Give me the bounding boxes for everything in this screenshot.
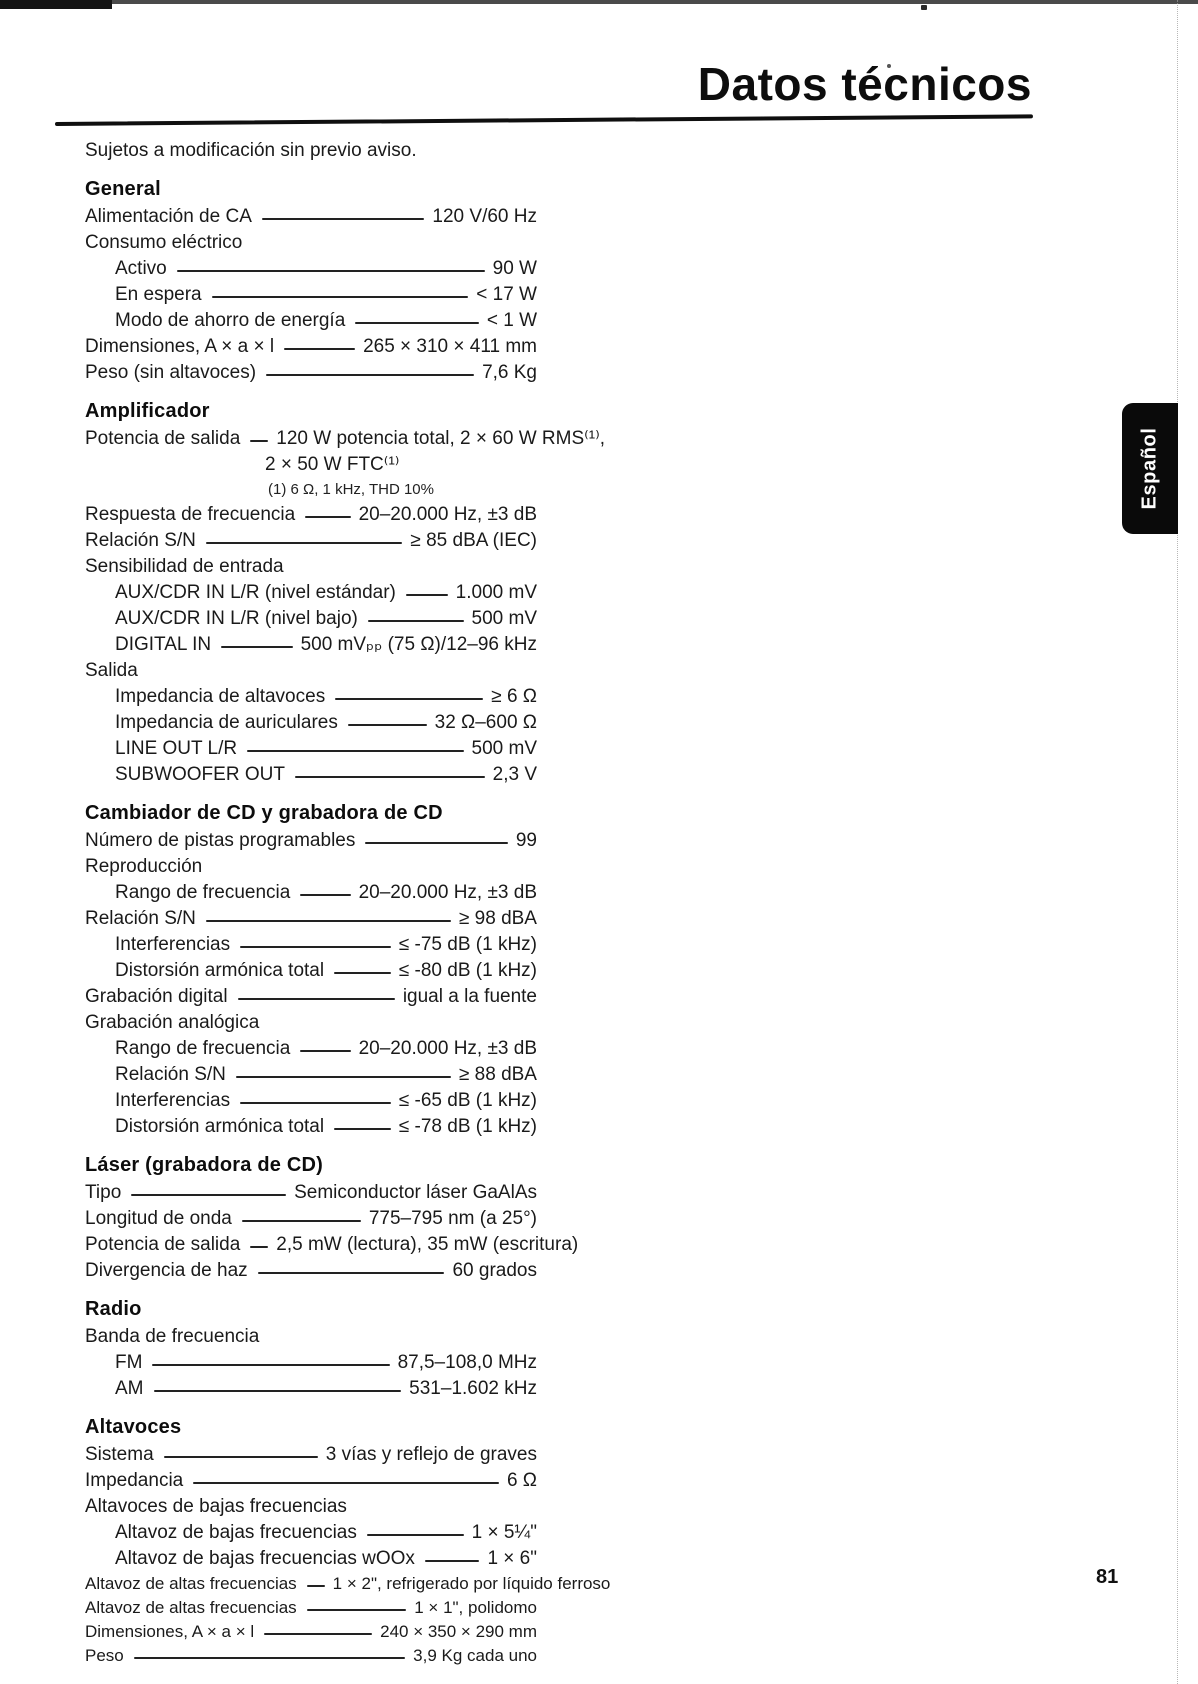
spec-row [85,1036,537,1062]
spec-label: Distorsión armónica total [115,1116,325,1137]
spec-value: 120 V/60 Hz [432,206,537,227]
spec-row [85,1376,537,1402]
spec-value: 500 mV [471,608,537,629]
spec-row [85,880,537,906]
spec-label: Banda de frecuencia [85,1326,260,1347]
spec-row [85,230,537,256]
spec-row [85,1442,537,1468]
spec-row [85,426,606,452]
language-tab-label: Español [1138,427,1161,510]
scan-artifact-top-strip [0,0,1198,4]
spec-row [85,1596,537,1620]
spec-label: Dimensiones, A × a × l [85,336,275,357]
spec-row [85,256,537,282]
spec-row [85,932,537,958]
spec-label: Altavoz de bajas frecuencias [115,1522,357,1543]
spec-row [85,308,537,334]
spec-value: 3 vías y reflejo de graves [325,1444,537,1465]
spec-label: Número de pistas programables [85,830,356,851]
spec-value: 500 mV [471,738,537,759]
section-heading: Amplificador [85,400,210,422]
spec-row [85,1062,537,1088]
dash-leader [131,1194,286,1196]
spec-label: Interferencias [115,934,231,955]
scan-page-edge-line [1177,0,1178,1684]
section-laser [85,1152,579,1284]
dash-leader [193,1482,499,1484]
spec-label: Activo [115,258,167,279]
spec-value: 99 [515,830,537,851]
spec-value: 265 × 310 × 411 mm [363,336,537,357]
spec-row [85,710,537,736]
spec-label: Altavoces de bajas frecuencias [85,1496,347,1517]
spec-row [85,828,537,854]
language-tab-espanol [1122,403,1178,534]
dash-leader [206,542,403,544]
spec-label: Impedancia de altavoces [115,686,326,707]
spec-row [85,204,537,230]
spec-value: 20–20.000 Hz, ±3 dB [358,504,537,525]
spec-value: ≤ -65 dB (1 kHz) [398,1090,537,1111]
section-general [85,176,537,386]
spec-value: 87,5–108,0 MHz [397,1352,537,1373]
dash-leader [266,374,474,376]
spec-label: Relación S/N [85,530,196,551]
page-number: 81 [1096,1566,1119,1588]
spec-row [85,1494,537,1520]
spec-row [85,282,537,308]
spec-label: Sensibilidad de entrada [85,556,284,577]
spec-value: 775–795 nm (a 25°) [368,1208,537,1229]
scan-speck [921,5,927,10]
dash-leader [152,1364,389,1366]
spec-label: Grabación analógica [85,1012,260,1033]
spec-value: 1 × 6" [487,1548,537,1569]
section-heading: Láser (grabadora de CD) [85,1154,323,1176]
spec-value: 20–20.000 Hz, ±3 dB [358,1038,537,1059]
dash-leader [238,998,395,1000]
dash-leader [212,296,469,298]
page-title: Datos técnicos [697,58,1032,110]
spec-value: 7,6 Kg [482,362,537,383]
spec-label: Longitud de onda [85,1208,232,1229]
spec-label: AUX/CDR IN L/R (nivel bajo) [115,608,358,629]
dash-leader [355,322,479,324]
spec-row [85,1088,537,1114]
spec-label: Dimensiones, A × a × l [85,1622,255,1641]
dash-leader [177,270,485,272]
spec-row [85,658,537,684]
spec-row [85,1232,579,1258]
spec-row [85,684,537,710]
dash-leader [334,972,391,974]
spec-row [85,1620,537,1644]
spec-row [85,958,537,984]
spec-row [85,632,537,658]
dash-leader [335,698,483,700]
spec-value: 20–20.000 Hz, ±3 dB [358,882,537,903]
spec-value: 1 × 2", refrigerado por líquido ferroso [332,1574,611,1593]
dash-leader [221,646,293,648]
spec-value: 60 grados [452,1260,537,1281]
spec-label: Grabación digital [85,986,228,1007]
spec-row [85,1468,537,1494]
dash-leader [300,1050,350,1052]
spec-value: 531–1.602 kHz [409,1378,537,1399]
spec-value: ≥ 98 dBA [458,908,537,929]
spec-row [85,360,537,386]
spec-label: Altavoz de altas frecuencias [85,1598,297,1617]
spec-label: Peso [85,1646,124,1665]
spec-value: 2 × 50 W FTC⁽¹⁾ [265,454,400,475]
spec-label: Respuesta de frecuencia [85,504,296,525]
dash-leader [305,516,350,518]
dash-leader [334,1128,391,1130]
spec-label: LINE OUT L/R [115,738,238,759]
spec-row [85,1010,537,1036]
spec-label: Salida [85,660,138,681]
spec-value: 32 Ω–600 Ω [434,712,537,733]
spec-value: 2,5 mW (lectura), 35 mW (escritura) [276,1234,579,1255]
spec-value: 1.000 mV [455,582,537,603]
dash-leader [236,1076,451,1078]
spec-label: Reproducción [85,856,203,877]
spec-label: Modo de ahorro de energía [115,310,346,331]
dash-leader [164,1456,318,1458]
spec-row [85,1644,537,1668]
spec-label: En espera [115,284,202,305]
spec-label: Distorsión armónica total [115,960,325,981]
spec-row [85,1114,537,1140]
spec-label: Interferencias [115,1090,231,1111]
dash-leader [262,218,425,220]
spec-label: Potencia de salida [85,1234,241,1255]
dash-leader [240,946,391,948]
section-cambiador-cd [85,800,537,1140]
spec-label: Impedancia de auriculares [115,712,338,733]
spec-row [85,906,537,932]
spec-row [85,478,537,502]
spec-value: 120 W potencia total, 2 × 60 W RMS⁽¹⁾, [276,428,606,449]
spec-value: 3,9 Kg cada uno [413,1646,537,1665]
dash-leader [206,920,451,922]
spec-label: SUBWOOFER OUT [115,764,285,785]
spec-value: 90 W [492,258,537,279]
spec-label: Potencia de salida [85,428,241,449]
dash-leader [134,1657,405,1659]
dash-leader [365,842,508,844]
spec-row [85,1180,537,1206]
spec-value: Semiconductor láser GaAlAs [294,1182,537,1203]
spec-value: ≥ 88 dBA [458,1064,537,1085]
section-altavoces [85,1414,611,1668]
dash-leader [258,1272,445,1274]
spec-label: Divergencia de haz [85,1260,248,1281]
title-rule [55,114,1033,126]
spec-value: < 17 W [476,284,537,305]
scan-artifact-top-left [0,0,112,9]
spec-row [85,984,537,1010]
spec-label: FM [115,1352,143,1373]
spec-row [85,1520,537,1546]
spec-label: AUX/CDR IN L/R (nivel estándar) [115,582,396,603]
spec-value: ≥ 6 Ω [491,686,537,707]
spec-row [85,854,537,880]
spec-value: ≤ -80 dB (1 kHz) [398,960,537,981]
dash-leader [284,348,355,350]
spec-row [85,606,537,632]
spec-label: Relación S/N [115,1064,226,1085]
spec-row [85,1546,537,1572]
dash-leader [367,1534,464,1536]
section-radio [85,1296,537,1402]
spec-label: Impedancia [85,1470,184,1491]
spec-label: Peso (sin altavoces) [85,362,257,383]
dash-leader [300,894,350,896]
dash-leader [242,1220,361,1222]
spec-value: < 1 W [486,310,537,331]
section-heading: Radio [85,1298,142,1320]
spec-value: 2,3 V [492,764,537,785]
spec-value: 240 × 350 × 290 mm [380,1622,537,1641]
dash-leader [247,750,463,752]
page-header [55,58,1032,110]
spec-value: igual a la fuente [402,986,537,1007]
spec-value: 500 mVₚₚ (75 Ω)/12–96 kHz [300,634,537,655]
spec-row [85,1572,611,1596]
spec-value: ≥ 85 dBA (IEC) [410,530,537,551]
dash-leader [250,440,268,442]
dash-leader [240,1102,391,1104]
spec-row [85,528,537,554]
spec-label: Consumo eléctrico [85,232,243,253]
spec-value: 6 Ω [506,1470,537,1491]
spec-row [85,554,537,580]
spec-label: Sistema [85,1444,154,1465]
modification-notice: Sujetos a modificación sin previo aviso. [85,140,417,161]
spec-label: Alimentación de CA [85,206,252,227]
spec-row [85,1258,537,1284]
spec-label: Relación S/N [85,908,196,929]
spec-label: Rango de frecuencia [115,882,291,903]
spec-row [85,762,537,788]
spec-value: 1 × 5¼" [471,1522,537,1543]
spec-row [85,1324,537,1350]
spec-label: Rango de frecuencia [115,1038,291,1059]
dash-leader [348,724,427,726]
dash-leader [307,1585,325,1587]
section-heading: Altavoces [85,1416,182,1438]
dash-leader [406,594,448,596]
section-amplificador [85,398,606,788]
spec-row [85,1206,537,1232]
spec-row [85,580,537,606]
dash-leader [264,1633,372,1635]
spec-label: Tipo [85,1182,122,1203]
dash-leader [425,1560,480,1562]
spec-label: AM [115,1378,144,1399]
spec-content [85,138,611,1668]
spec-label: Altavoz de altas frecuencias [85,1574,297,1593]
spec-label: Altavoz de bajas frecuencias wOOx [115,1548,415,1569]
spec-value: (1) 6 Ω, 1 kHz, THD 10% [268,481,434,498]
dash-leader [295,776,485,778]
spec-value: ≤ -75 dB (1 kHz) [398,934,537,955]
dash-leader [154,1390,402,1392]
dash-leader [250,1246,268,1248]
spec-row [85,334,537,360]
spec-row [85,1350,537,1376]
spec-value: 1 × 1", polidomo [414,1598,537,1617]
spec-row [85,452,537,478]
dash-leader [368,620,464,622]
spec-label: DIGITAL IN [115,634,212,655]
spec-row [85,736,537,762]
spec-row [85,502,537,528]
dash-leader [307,1609,407,1611]
section-heading: Cambiador de CD y grabadora de CD [85,802,443,824]
section-heading: General [85,178,161,200]
spec-value: ≤ -78 dB (1 kHz) [398,1116,537,1137]
